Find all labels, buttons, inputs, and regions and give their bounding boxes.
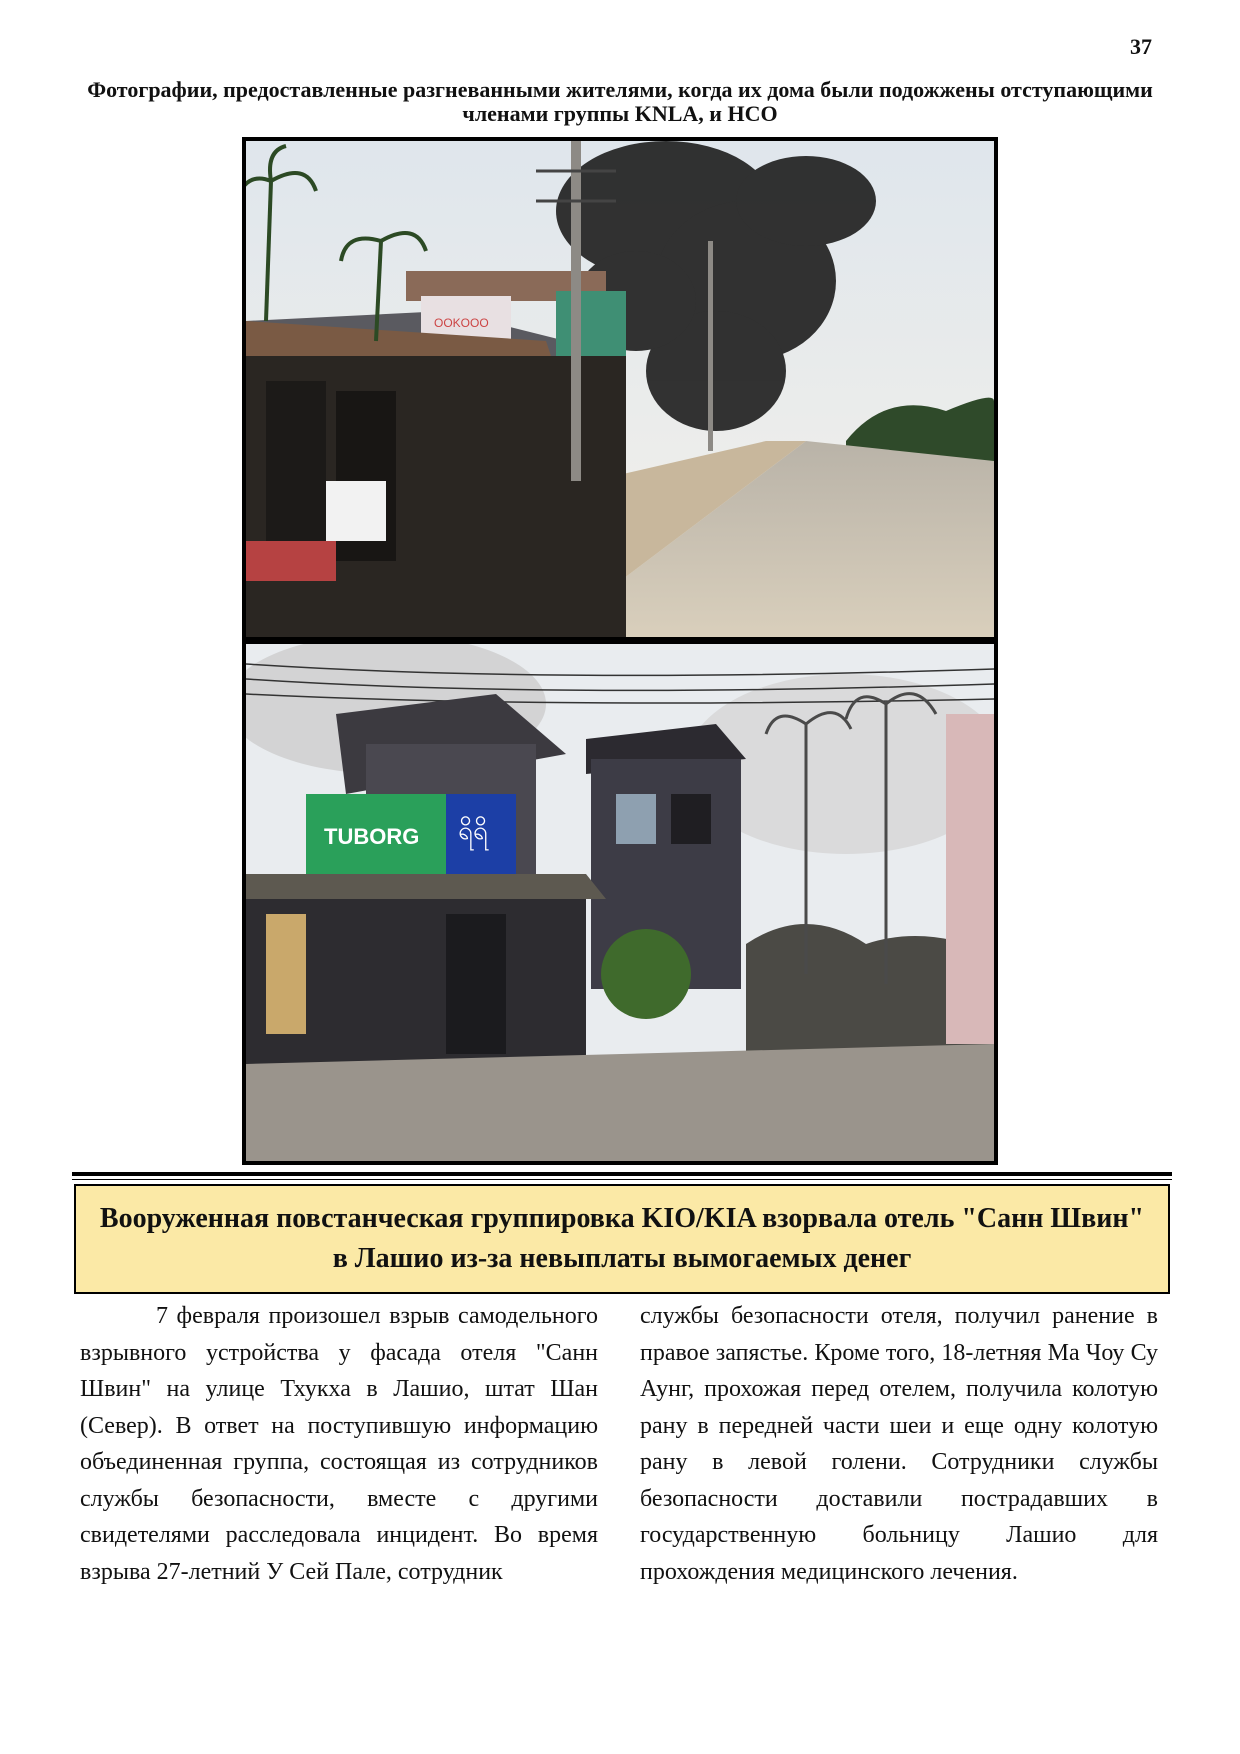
photo-burning-street-illustration (246, 141, 994, 637)
tuborg-sign-text: TUBORG (324, 824, 420, 849)
divider-thin (72, 1179, 1172, 1180)
photo-burned-buildings (242, 640, 998, 1165)
photo-burned-buildings-illustration (246, 644, 994, 1161)
page-number: 37 (1130, 34, 1152, 59)
photo-caption: Фотографии, предоставленные разгневанными жителями, когда их дома были подожжены отступающими членами группы KNLA, и НСО (87, 77, 1153, 126)
headline-box (74, 1184, 1170, 1294)
utility-pole (571, 141, 581, 481)
article-column-right: службы безопасности отеля, получил ранение в правое запястье. Кроме того, 18-летняя Ма Чоу Су Аунг, прохожая перед отелем, получила колотую рану в передней части шеи и еще одну колотую рану в левой голени. Сотрудники службы безопасности доставили пострадавших в государственную больницу Лашио для прохождения медицинского лечения. (640, 1303, 1158, 1585)
divider-thick (72, 1172, 1172, 1176)
blue-sign-text: ရိရိ (458, 816, 488, 846)
article-headline: Вооруженная повстанческая группировка KIO/KIA взорвала отель "Санн Швин" в Лашио из-за невыплаты вымогаемых денег (99, 1203, 1145, 1274)
photo-burning-street (242, 137, 998, 641)
article-column-left: 7 февраля произошел взрыв самодельного взрывного устройства у фасада отеля "Санн Швин" на улице Тхукха в Лашио, штат Шан (Север). В ответ на поступившую информацию объединенная группа, состоящая из сотрудников службы безопасности, вместе с другими свидетелями расследовала инцидент. Во время взрыва 27-летний У Сей Пале, сотрудник (80, 1303, 598, 1585)
top-photo-sign: OOKOOO (434, 316, 489, 330)
